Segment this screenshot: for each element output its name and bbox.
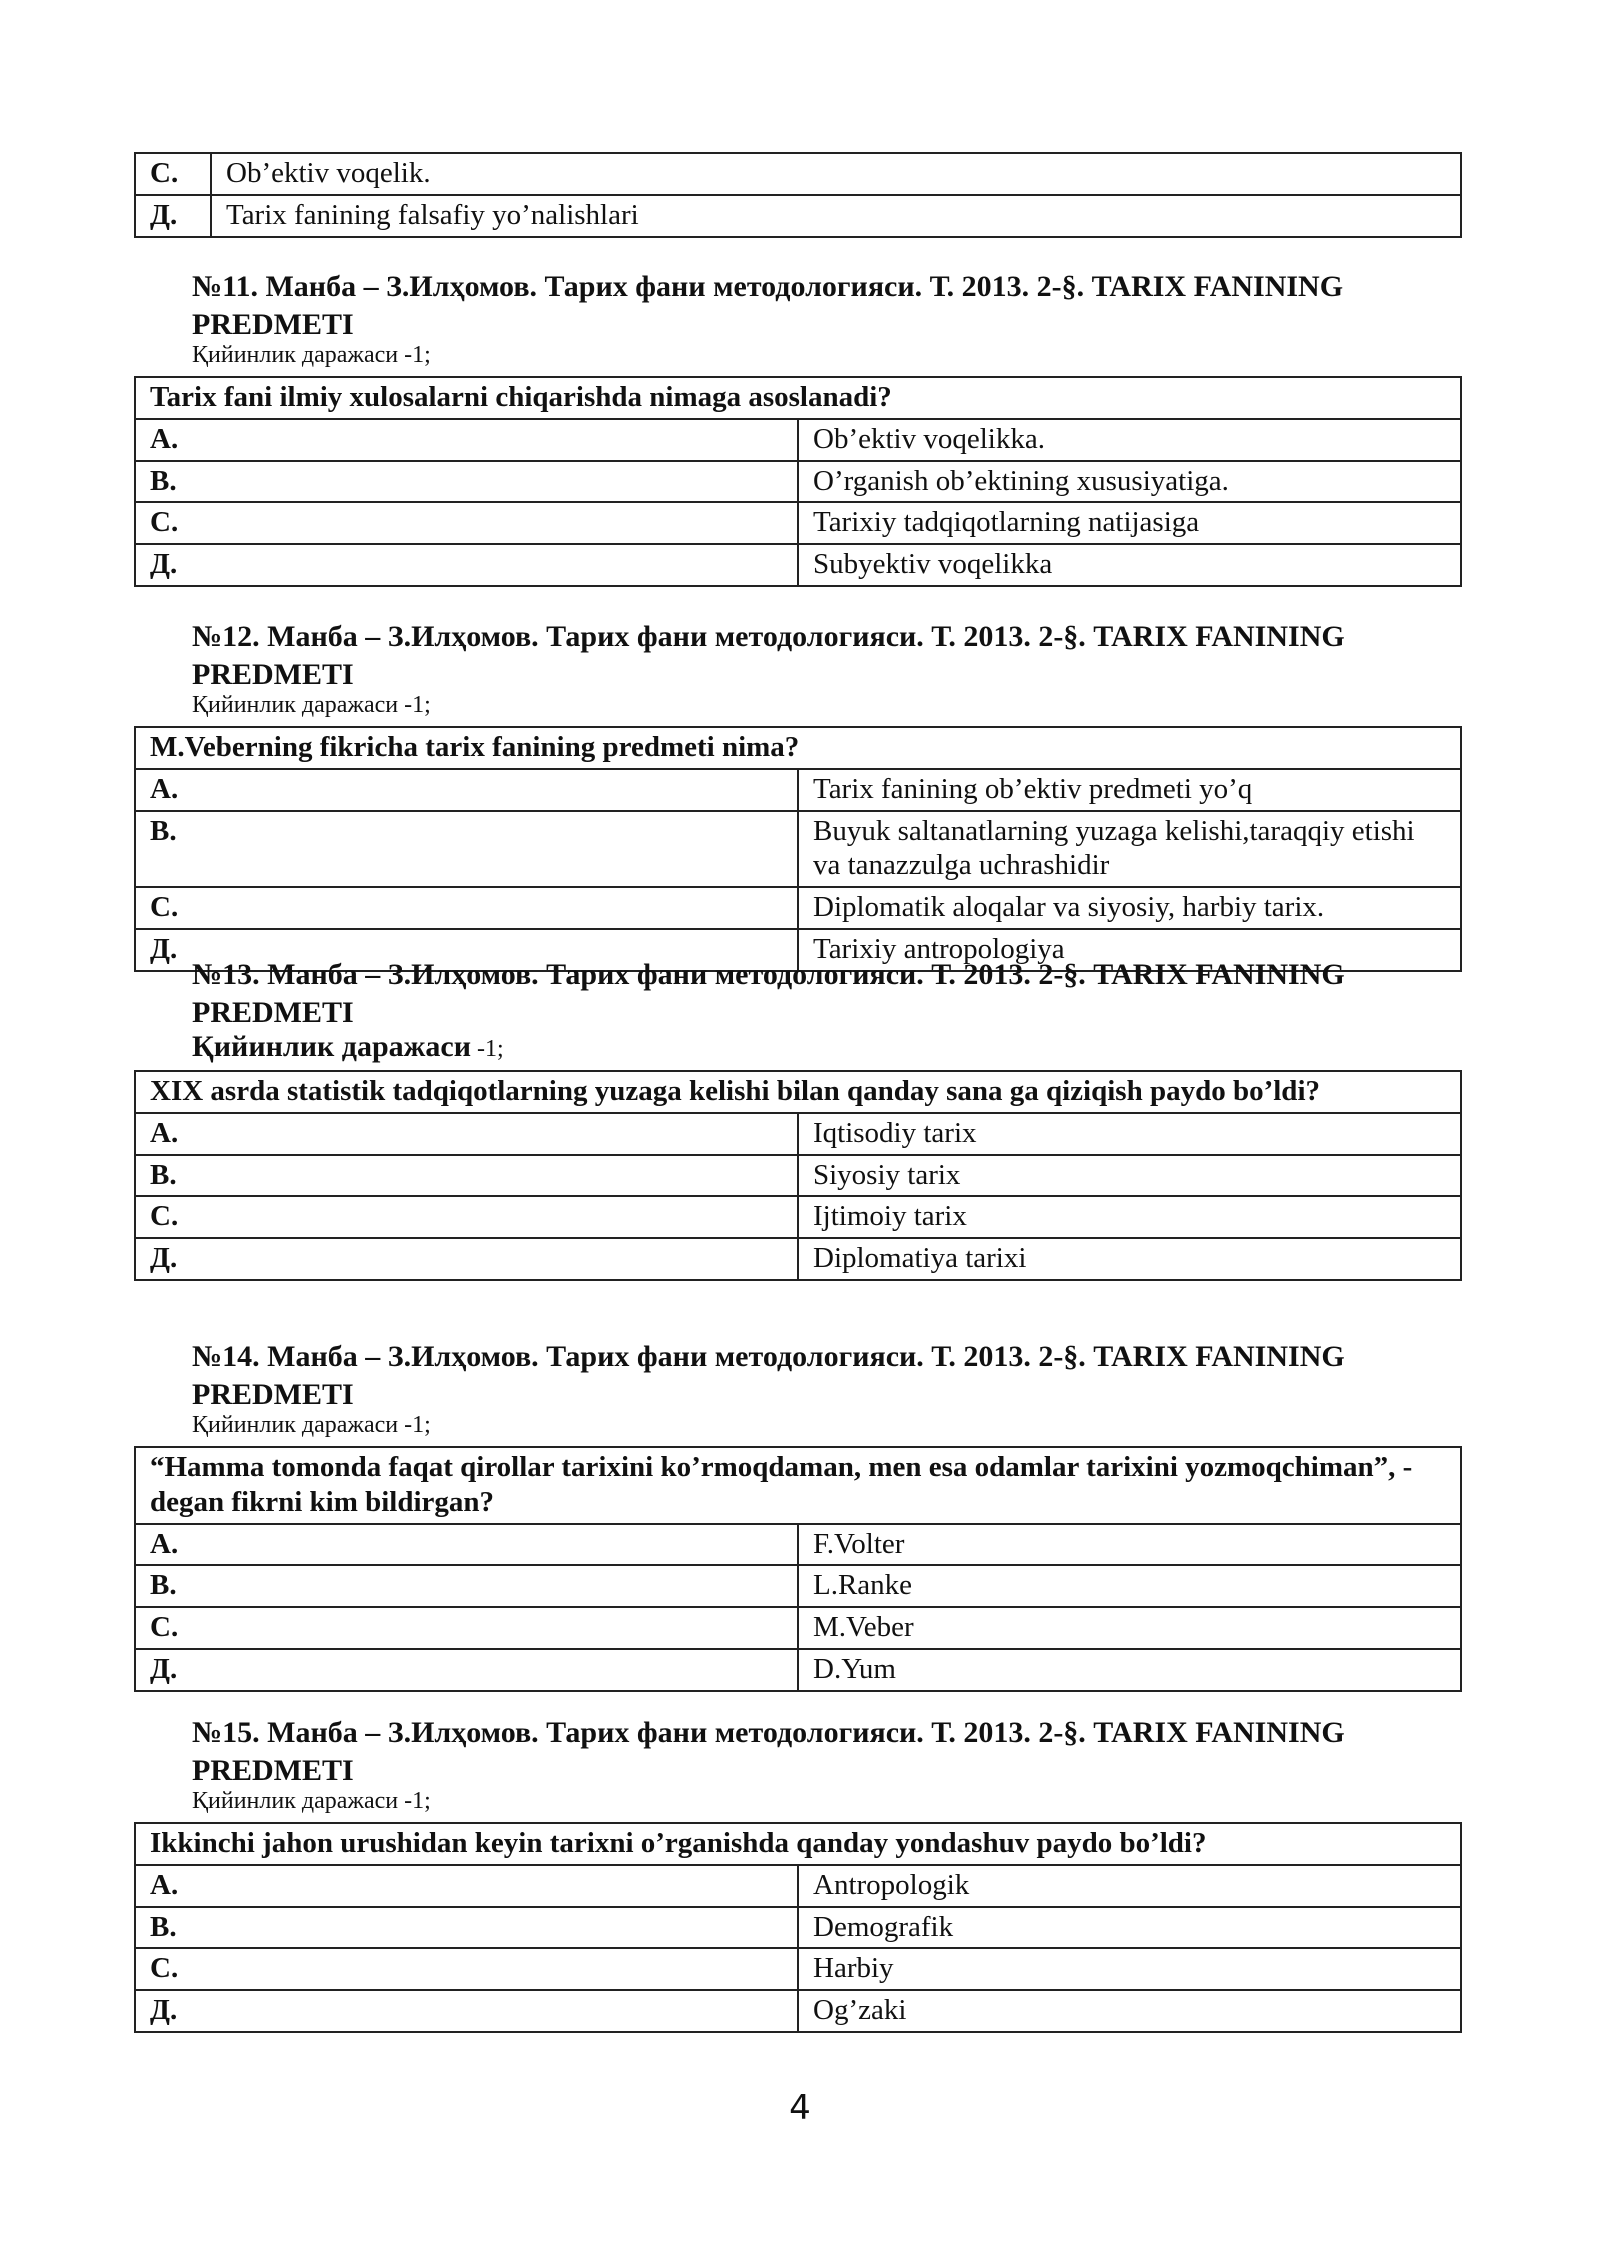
- difficulty-value: -1;: [398, 692, 431, 718]
- option-key: B.: [135, 1907, 798, 1949]
- difficulty-level: [192, 1412, 431, 1439]
- difficulty-level: [192, 1030, 504, 1064]
- option-row: [135, 887, 1461, 929]
- question-table: [134, 1822, 1462, 2033]
- option-row: [135, 1990, 1461, 2032]
- option-key: B.: [135, 811, 798, 888]
- question-table: [134, 1446, 1462, 1692]
- option-text: Subyektiv voqelikka: [798, 544, 1461, 586]
- option-key: C.: [135, 887, 798, 929]
- option-key: Д.: [135, 544, 798, 586]
- difficulty-level: [192, 342, 431, 369]
- option-key: Д.: [135, 929, 798, 971]
- option-row: [135, 153, 1461, 195]
- option-text: O’rganish ob’ektining xususiyatiga.: [798, 461, 1461, 503]
- option-key: C.: [135, 153, 211, 195]
- difficulty-level: [192, 1788, 431, 1815]
- difficulty-label: Қийинлик даражаси: [192, 1412, 399, 1438]
- option-key: B.: [135, 1565, 798, 1607]
- option-key: A.: [135, 769, 798, 811]
- option-key: Д.: [135, 195, 211, 237]
- option-text: Siyosiy tarix: [798, 1155, 1461, 1197]
- option-key: C.: [135, 1607, 798, 1649]
- option-row: [135, 1238, 1461, 1280]
- question-heading: №13. Манба – З.Илҳомов. Тарих фани методологияси. Т. 2013. 2-§. TARIX FANINING PREDMETI: [192, 958, 1345, 1029]
- option-text: D.Yum: [798, 1649, 1461, 1691]
- question-table: [134, 726, 1462, 972]
- answer-table-continued: [134, 152, 1462, 238]
- option-row: [135, 1607, 1461, 1649]
- page-number: 4: [789, 2088, 811, 2128]
- option-key: C.: [135, 1196, 798, 1238]
- option-text: Diplomatik aloqalar va siyosiy, harbiy tarix.: [798, 887, 1461, 929]
- difficulty-value: -1;: [398, 342, 431, 368]
- option-key: B.: [135, 1155, 798, 1197]
- option-row: [135, 1948, 1461, 1990]
- option-text: Tarixiy antropologiya: [798, 929, 1461, 971]
- option-text: Ob’ektiv voqelik.: [211, 153, 1461, 195]
- option-text: M.Veber: [798, 1607, 1461, 1649]
- question-table: [134, 376, 1462, 587]
- option-key: A.: [135, 1865, 798, 1907]
- option-key: Д.: [135, 1990, 798, 2032]
- option-key: B.: [135, 461, 798, 503]
- option-text: Harbiy: [798, 1948, 1461, 1990]
- option-key: A.: [135, 1524, 798, 1566]
- question-heading: №11. Манба – З.Илҳомов. Тарих фани методологияси. Т. 2013. 2-§. TARIX FANINING PREDMETI: [192, 270, 1344, 341]
- option-row: [135, 419, 1461, 461]
- option-key: C.: [135, 502, 798, 544]
- option-text: F.Volter: [798, 1524, 1461, 1566]
- option-text: Demografik: [798, 1907, 1461, 1949]
- difficulty-label: Қийинлик даражаси: [192, 342, 399, 368]
- option-text: Antropologik: [798, 1865, 1461, 1907]
- question-table: [134, 1070, 1462, 1281]
- difficulty-value: -1;: [398, 1788, 431, 1814]
- option-row: [135, 1565, 1461, 1607]
- option-text: Tarix fanining ob’ektiv predmeti yo’q: [798, 769, 1461, 811]
- option-row: [135, 1155, 1461, 1197]
- option-text: Buyuk saltanatlarning yuzaga kelishi,taraqqiy etishi va tanazzulga uchrashidir: [798, 811, 1461, 888]
- option-row: [135, 502, 1461, 544]
- option-key: A.: [135, 419, 798, 461]
- question-heading: №14. Манба – З.Илҳомов. Тарих фани методологияси. Т. 2013. 2-§. TARIX FANINING PREDMETI: [192, 1340, 1345, 1411]
- question-heading: №15. Манба – З.Илҳомов. Тарих фани методологияси. Т. 2013. 2-§. TARIX FANINING PREDMETI: [192, 1716, 1345, 1787]
- option-key: C.: [135, 1948, 798, 1990]
- difficulty-label: Қийинлик даражаси: [192, 1030, 472, 1063]
- option-row: [135, 1196, 1461, 1238]
- option-text: Diplomatiya tarixi: [798, 1238, 1461, 1280]
- option-text: Tarix fanining falsafiy yo’nalishlari: [211, 195, 1461, 237]
- difficulty-value: -1;: [398, 1412, 431, 1438]
- option-row: [135, 461, 1461, 503]
- option-text: Iqtisodiy tarix: [798, 1113, 1461, 1155]
- option-row: [135, 1113, 1461, 1155]
- question-text: “Hamma tomonda faqat qirollar tarixini ko’rmoqdaman, men esa odamlar tarixini yozmoqchiman”, - degan fikrni kim bildirgan?: [135, 1447, 1461, 1524]
- question-heading: №12. Манба – З.Илҳомов. Тарих фани методологияси. Т. 2013. 2-§. TARIX FANINING PREDMETI: [192, 620, 1345, 691]
- option-key: A.: [135, 1113, 798, 1155]
- option-text: L.Ranke: [798, 1565, 1461, 1607]
- option-key: Д.: [135, 1649, 798, 1691]
- difficulty-label: Қийинлик даражаси: [192, 1788, 399, 1814]
- difficulty-label: Қийинлик даражаси: [192, 692, 399, 718]
- option-row: [135, 1865, 1461, 1907]
- option-text: Tarixiy tadqiqotlarning natijasiga: [798, 502, 1461, 544]
- option-row: [135, 1649, 1461, 1691]
- option-row: [135, 769, 1461, 811]
- option-row: [135, 544, 1461, 586]
- option-text: Ob’ektiv voqelikka.: [798, 419, 1461, 461]
- option-key: Д.: [135, 1238, 798, 1280]
- difficulty-value: -1;: [471, 1036, 504, 1062]
- difficulty-level: [192, 692, 431, 719]
- question-text: Tarix fani ilmiy xulosalarni chiqarishda nimaga asoslanadi?: [135, 377, 1461, 419]
- option-row: [135, 1524, 1461, 1566]
- question-text: M.Veberning fikricha tarix fanining predmeti nima?: [135, 727, 1461, 769]
- option-text: Og’zaki: [798, 1990, 1461, 2032]
- question-text: XIX asrda statistik tadqiqotlarning yuzaga kelishi bilan qanday sana ga qiziqish paydo bo’ldi?: [135, 1071, 1461, 1113]
- question-text: Ikkinchi jahon urushidan keyin tarixni o’rganishda qanday yondashuv paydo bo’ldi?: [135, 1823, 1461, 1865]
- option-row: [135, 1907, 1461, 1949]
- option-row: [135, 195, 1461, 237]
- option-text: Ijtimoiy tarix: [798, 1196, 1461, 1238]
- option-row: [135, 811, 1461, 888]
